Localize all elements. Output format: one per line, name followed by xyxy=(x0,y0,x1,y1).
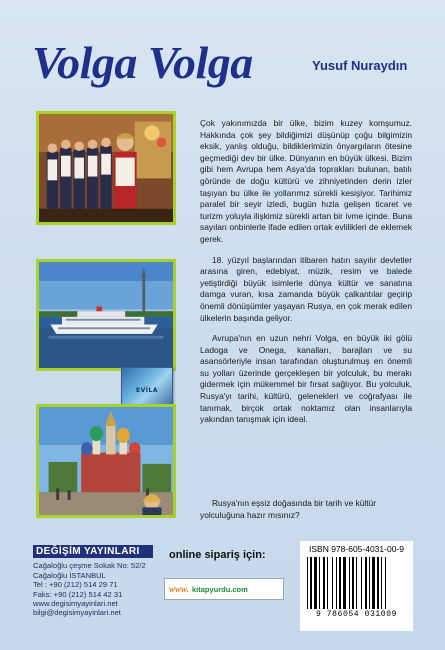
description-paragraph: Avrupa'nın en uzun nehri Volga, en büyük iki gölü Ladoga ve Onega, kanalları, barajları ve su asansörleriyle insan tarafından oluşturulmuş en önemli su yolları üzerinde gerçekleşen bir yolculuk, bu merakı gidermek için mükemmel bir fırsat sağlıyor. Bu yolculuk, Rusya'yı tarihi, kültürü, gelenekleri ve coğrafyası ile tanımak, birçok ortak noktamız olan insanlarıyla yakından tanışmak için ideal. xyxy=(200,333,412,425)
book-title: Volga Volga xyxy=(32,37,253,88)
publisher-website[interactable]: www.degisimyayinlari.net xyxy=(33,599,118,609)
isbn-number: ISBN 978-605-4031-00-9 xyxy=(309,544,404,554)
barcode-icon xyxy=(305,557,408,609)
publisher-block xyxy=(33,545,153,618)
isbn-block xyxy=(300,541,413,631)
barcode-digits: 9 786054 031009 xyxy=(315,610,397,619)
description-paragraph: Çok yakınımızda bir ülke, bizim kuzey komşumuz. Hakkında çok şey bildiğimizi düşünüp çoğu bilgimizin eksik, yanlış olduğu, bildiklerimizin önyargıların ötesine geçmediği dev bir ülke. Dünyanın en büyük ülkesi. Bizim gibi hem Avrupa hem Asya'da toprakları bulunan, batılı göründe de doğu kültürü ve zihniyetinden derin izler taşıyan bu ülke ile yollarımız sürekli kesişiyor. Tarihimiz paralel bir seyir izledi, bugün hızla gelişen ticaret ve turizm yoluyla ilişkimiz sürekli artan bir ivme içinde. Buna sayıları onbinlerle ifade edilen ortak evlilikleri de eklemek gerek. xyxy=(200,118,412,244)
seal-text: EVİLA xyxy=(136,386,158,394)
publisher-address: Cağaloğlu İSTANBUL xyxy=(33,570,106,580)
publisher-name: DEĞİŞİM YAYINLARI xyxy=(33,545,153,558)
closing-question: Rusya'nın eşsiz doğasında bir tarih ve kültür yolculuğuna hazır mısınız? xyxy=(200,498,377,520)
author-name: Yusuf Nuraydın xyxy=(312,58,408,73)
description-paragraph: 18. yüzyıl başlarından itibaren hatırı sayılır devletler arasına giren, edebiyat, müzik, resim ve balede yetiştirdiği büyük isimlerle dünya kültür ve sanatına damga vuran, kısa zamanda büyük çalkantılar geçirip önemli dönüşümler yaşayan Rusya, en çok merak edilen ülkelerin başında geliyor. xyxy=(200,254,412,323)
publisher-fax: Faks: +90 (212) 514 42 31 xyxy=(33,589,123,599)
online-order-label: online sipariş için: xyxy=(169,549,266,561)
order-www-logo: www. xyxy=(169,584,189,594)
online-order-link[interactable] xyxy=(164,578,284,600)
photo-st-basils-cathedral xyxy=(36,404,176,518)
publisher-phone: Tel : +90 (212) 514 29 71 xyxy=(33,580,118,590)
publisher-email[interactable]: bilgi@degisimyayinlari.net xyxy=(33,608,121,618)
publisher-address: Cağaloğlu çeşme Sokak No: 52/2 xyxy=(33,561,146,571)
photo-river-cruise xyxy=(36,259,176,371)
order-url: kitapyurdu.com xyxy=(191,584,248,594)
photo-choir xyxy=(36,111,176,225)
back-cover-description xyxy=(200,118,412,435)
